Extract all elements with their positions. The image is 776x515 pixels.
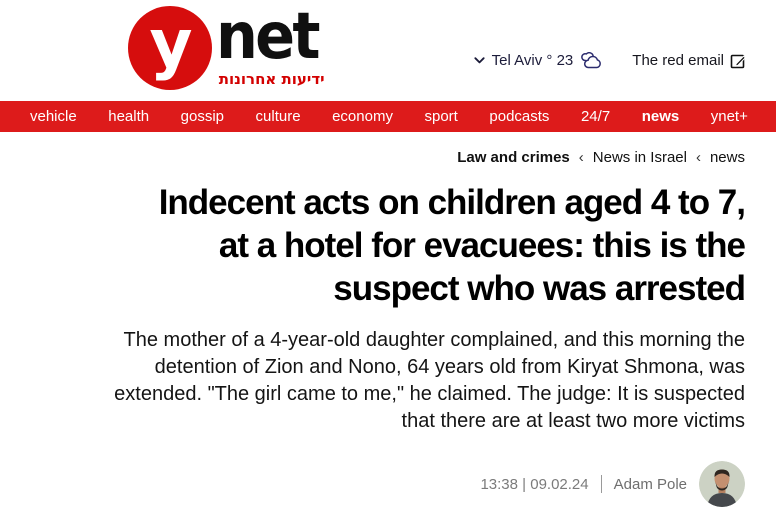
breadcrumb-law-and-crimes[interactable]: Law and crimes [457,149,570,166]
nav-item-economy[interactable]: economy [332,108,393,125]
topbar-utilities [473,52,746,69]
headline-line-1: Indecent acts on children aged 4 to 7, [158,183,745,222]
site-header [0,0,776,101]
article-headline [27,181,745,310]
cloud-icon [579,52,603,69]
nav-item-health[interactable]: health [108,108,150,125]
nav-item-sport[interactable]: sport [424,108,458,125]
breadcrumb [27,149,745,166]
nav-item-24-7[interactable]: 24/7 [580,108,611,125]
nav-item-vehicle[interactable]: vehicle [30,108,77,125]
author-avatar[interactable] [699,461,745,507]
ynet-logo-y: y [149,5,191,82]
subheadline-line-4: that there are at least two more victims [401,410,745,432]
main-nav [0,101,776,132]
ynet-logo-tagline-hebrew: ידיעות אחרונות [218,69,325,88]
weather-location-temp[interactable]: Tel Aviv ° 23 [491,52,574,69]
ynet-logo-right [216,0,327,88]
compose-icon[interactable] [730,53,746,69]
nav-item-news[interactable]: news [641,108,680,125]
ynet-logo-net: net [216,0,318,74]
breadcrumb-news-in-israel[interactable]: News in Israel [592,149,687,166]
subheadline-line-3: extended. "The girl came to me," he claimed. The judge: It is suspected [114,383,745,405]
headline-line-2: at a hotel for evacuees: this is the [218,226,745,265]
red-email-label[interactable]: The red email [632,52,724,69]
weather-widget[interactable] [473,52,604,69]
nav-item-gossip[interactable]: gossip [180,108,224,125]
nav-item-ynet-plus[interactable]: ynet+ [710,108,748,125]
red-email-link[interactable] [632,52,746,69]
article-subheadline [27,327,745,435]
author-name[interactable]: Adam Pole [613,475,687,493]
breadcrumb-separator-icon: ‹ [695,149,701,166]
nav-item-podcasts[interactable]: podcasts [489,108,550,125]
headline-line-3: suspect who was arrested [333,269,745,308]
breadcrumb-news[interactable]: news [709,149,745,166]
ynet-logo[interactable] [128,0,327,90]
chevron-down-icon[interactable] [473,54,486,67]
breadcrumb-separator-icon: ‹ [578,149,584,166]
article-content [0,132,776,507]
byline-divider [601,475,602,493]
byline [27,461,745,507]
ynet-logo-circle [128,6,212,90]
subheadline-line-1: The mother of a 4-year-old daughter complained, and this morning the [123,329,745,351]
publish-datetime: 13:38 | 09.02.24 [480,475,589,493]
nav-item-culture[interactable]: culture [255,108,301,125]
subheadline-line-2: detention of Zion and Nono, 64 years old from Kiryat Shmona, was [154,356,745,378]
